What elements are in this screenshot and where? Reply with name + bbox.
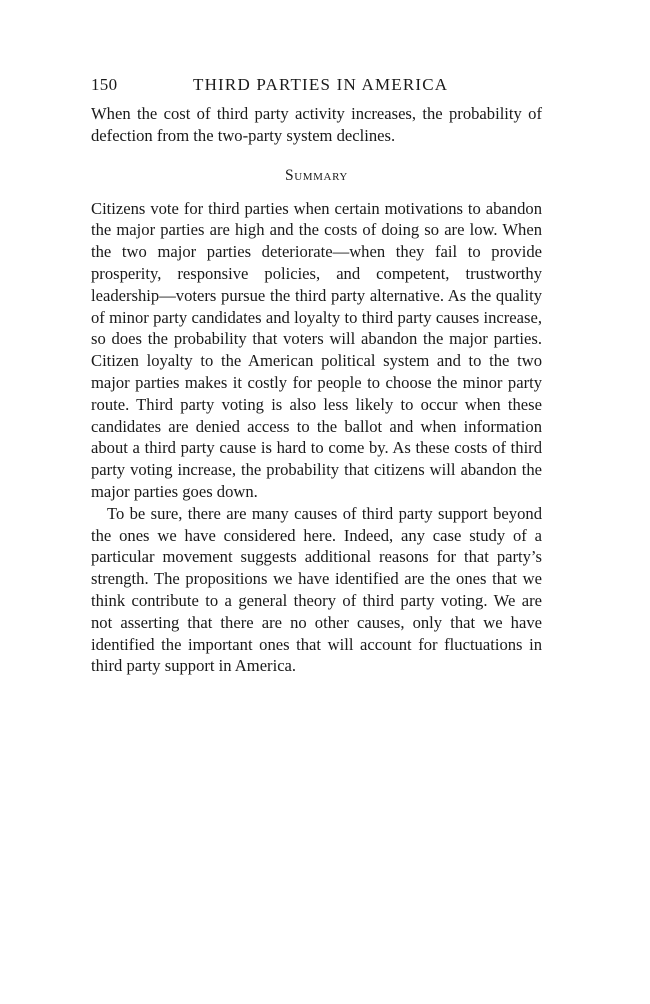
summary-paragraph-2: To be sure, there are many causes of third party support beyond the ones we have considered here. Indeed, any case study of a particular movement suggests additional reasons for that party’s strength. The propositions we have identified are the ones that we think contribute to a general theory of third party voting. We are not asserting that there are no other causes, only that we have identified the important ones that will account for fluctuations in third party support in America. — [91, 503, 542, 676]
section-heading-summary: Summary — [285, 166, 348, 184]
running-head — [91, 74, 542, 96]
book-page — [91, 74, 542, 677]
running-title: THIRD PARTIES IN AMERICA — [193, 75, 449, 94]
intro-paragraph: When the cost of third party activity increases, the probability of defection from the two-party system declines. — [91, 104, 542, 145]
summary-paragraph-1: Citizens vote for third parties when certain motivations to abandon the major parties are high and the costs of doing so are low. When the two major parties deteriorate—when they fail to provide prosperity, responsive policies, and competent, trustworthy leadership—voters pursue the third party alternative. As the quality of minor party candidates and loyalty to third party causes increase, so does the probability that voters will abandon the major parties. Citizen loyalty to the American political system and to the two major parties makes it costly for people to choose the minor party route. Third party voting is also less likely to occur when these candidates are denied access to the ballot and when information about a third party cause is hard to come by. As these costs of third party voting increase, the probability that citizens will abandon the major parties goes down. — [91, 198, 542, 501]
page-number: 150 — [91, 75, 118, 94]
